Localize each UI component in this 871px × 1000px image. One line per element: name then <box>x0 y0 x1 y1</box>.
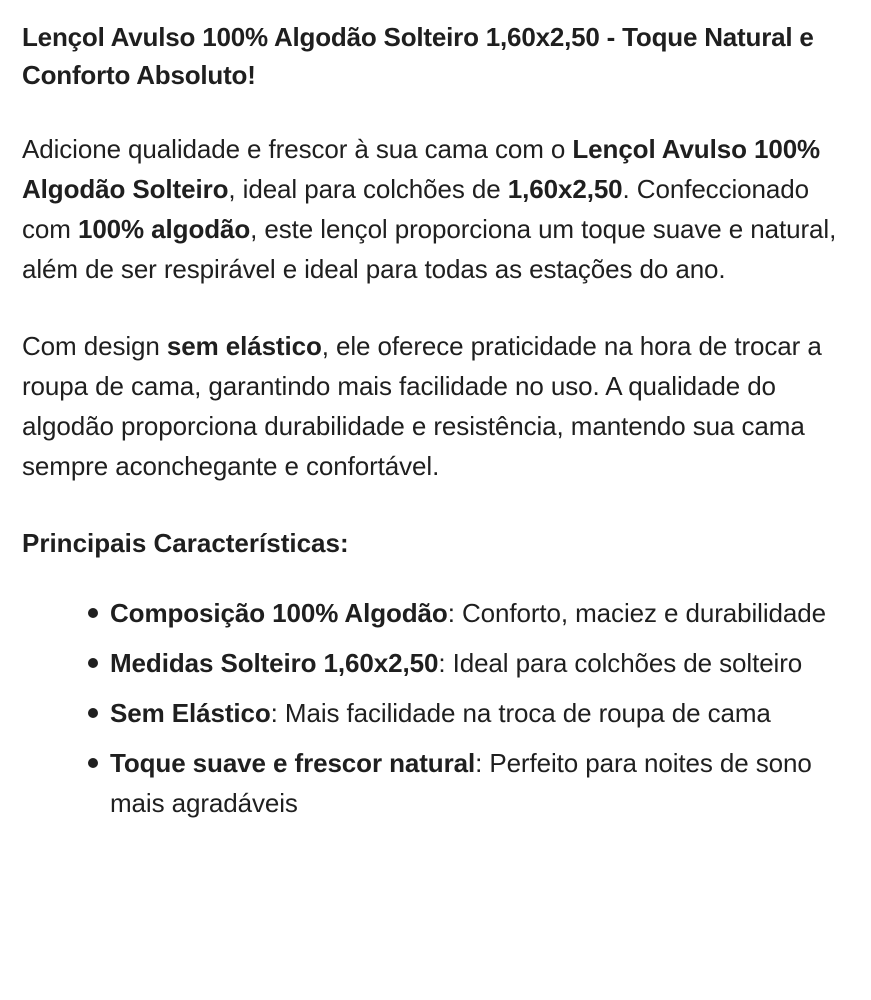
intro-text-2: , ideal para colchões de <box>228 174 508 204</box>
design-text-2: , ele oferece praticidade na hora de trocar a roupa de cama, garantindo mais facilidade no uso. A qualidade do algodão proporciona durabilidade e resistência, mantendo sua cama sempre aconchegante e confortável. <box>22 331 822 481</box>
feature-item <box>88 693 849 733</box>
intro-text-1: Adicione qualidade e frescor à sua cama com o <box>22 134 573 164</box>
feature-text: : Ideal para colchões de solteiro <box>438 648 803 678</box>
bullet-icon <box>88 758 98 768</box>
feature-item <box>88 643 849 683</box>
design-text-1: Com design <box>22 331 167 361</box>
feature-title: Sem Elástico <box>110 698 271 728</box>
feature-item <box>88 743 849 823</box>
bullet-icon <box>88 608 98 618</box>
intro-text-3: . Confeccionado com <box>22 174 809 244</box>
feature-text: : Conforto, maciez e durabilidade <box>447 598 826 628</box>
intro-material: 100% algodão <box>77 214 251 244</box>
intro-product-name: Lençol Avulso 100% Algodão Solteiro <box>22 134 821 204</box>
feature-item <box>88 593 849 633</box>
intro-paragraph <box>22 129 849 289</box>
product-title: Lençol Avulso 100% Algodão Solteiro 1,60x2,50 - Toque Natural e Conforto Absoluto! <box>22 22 814 90</box>
feature-title: Toque suave e frescor natural <box>110 748 476 778</box>
bullet-icon <box>88 708 98 718</box>
feature-text: : Perfeito para noites de sono mais agradáveis <box>110 748 812 818</box>
design-paragraph <box>22 326 849 486</box>
intro-text-4: , este lençol proporciona um toque suave e natural, além de ser respirável e ideal para todas as estações do ano. <box>22 214 837 284</box>
feature-title: Medidas Solteiro 1,60x2,50 <box>110 648 439 678</box>
feature-text: : Mais facilidade na troca de roupa de cama <box>270 698 771 728</box>
features-heading: Principais Características: <box>22 528 349 558</box>
bullet-icon <box>88 658 98 668</box>
design-highlight: sem elástico <box>166 331 322 361</box>
intro-size: 1,60x2,50 <box>507 174 623 204</box>
feature-title: Composição 100% Algodão <box>110 598 448 628</box>
features-list <box>22 593 849 823</box>
